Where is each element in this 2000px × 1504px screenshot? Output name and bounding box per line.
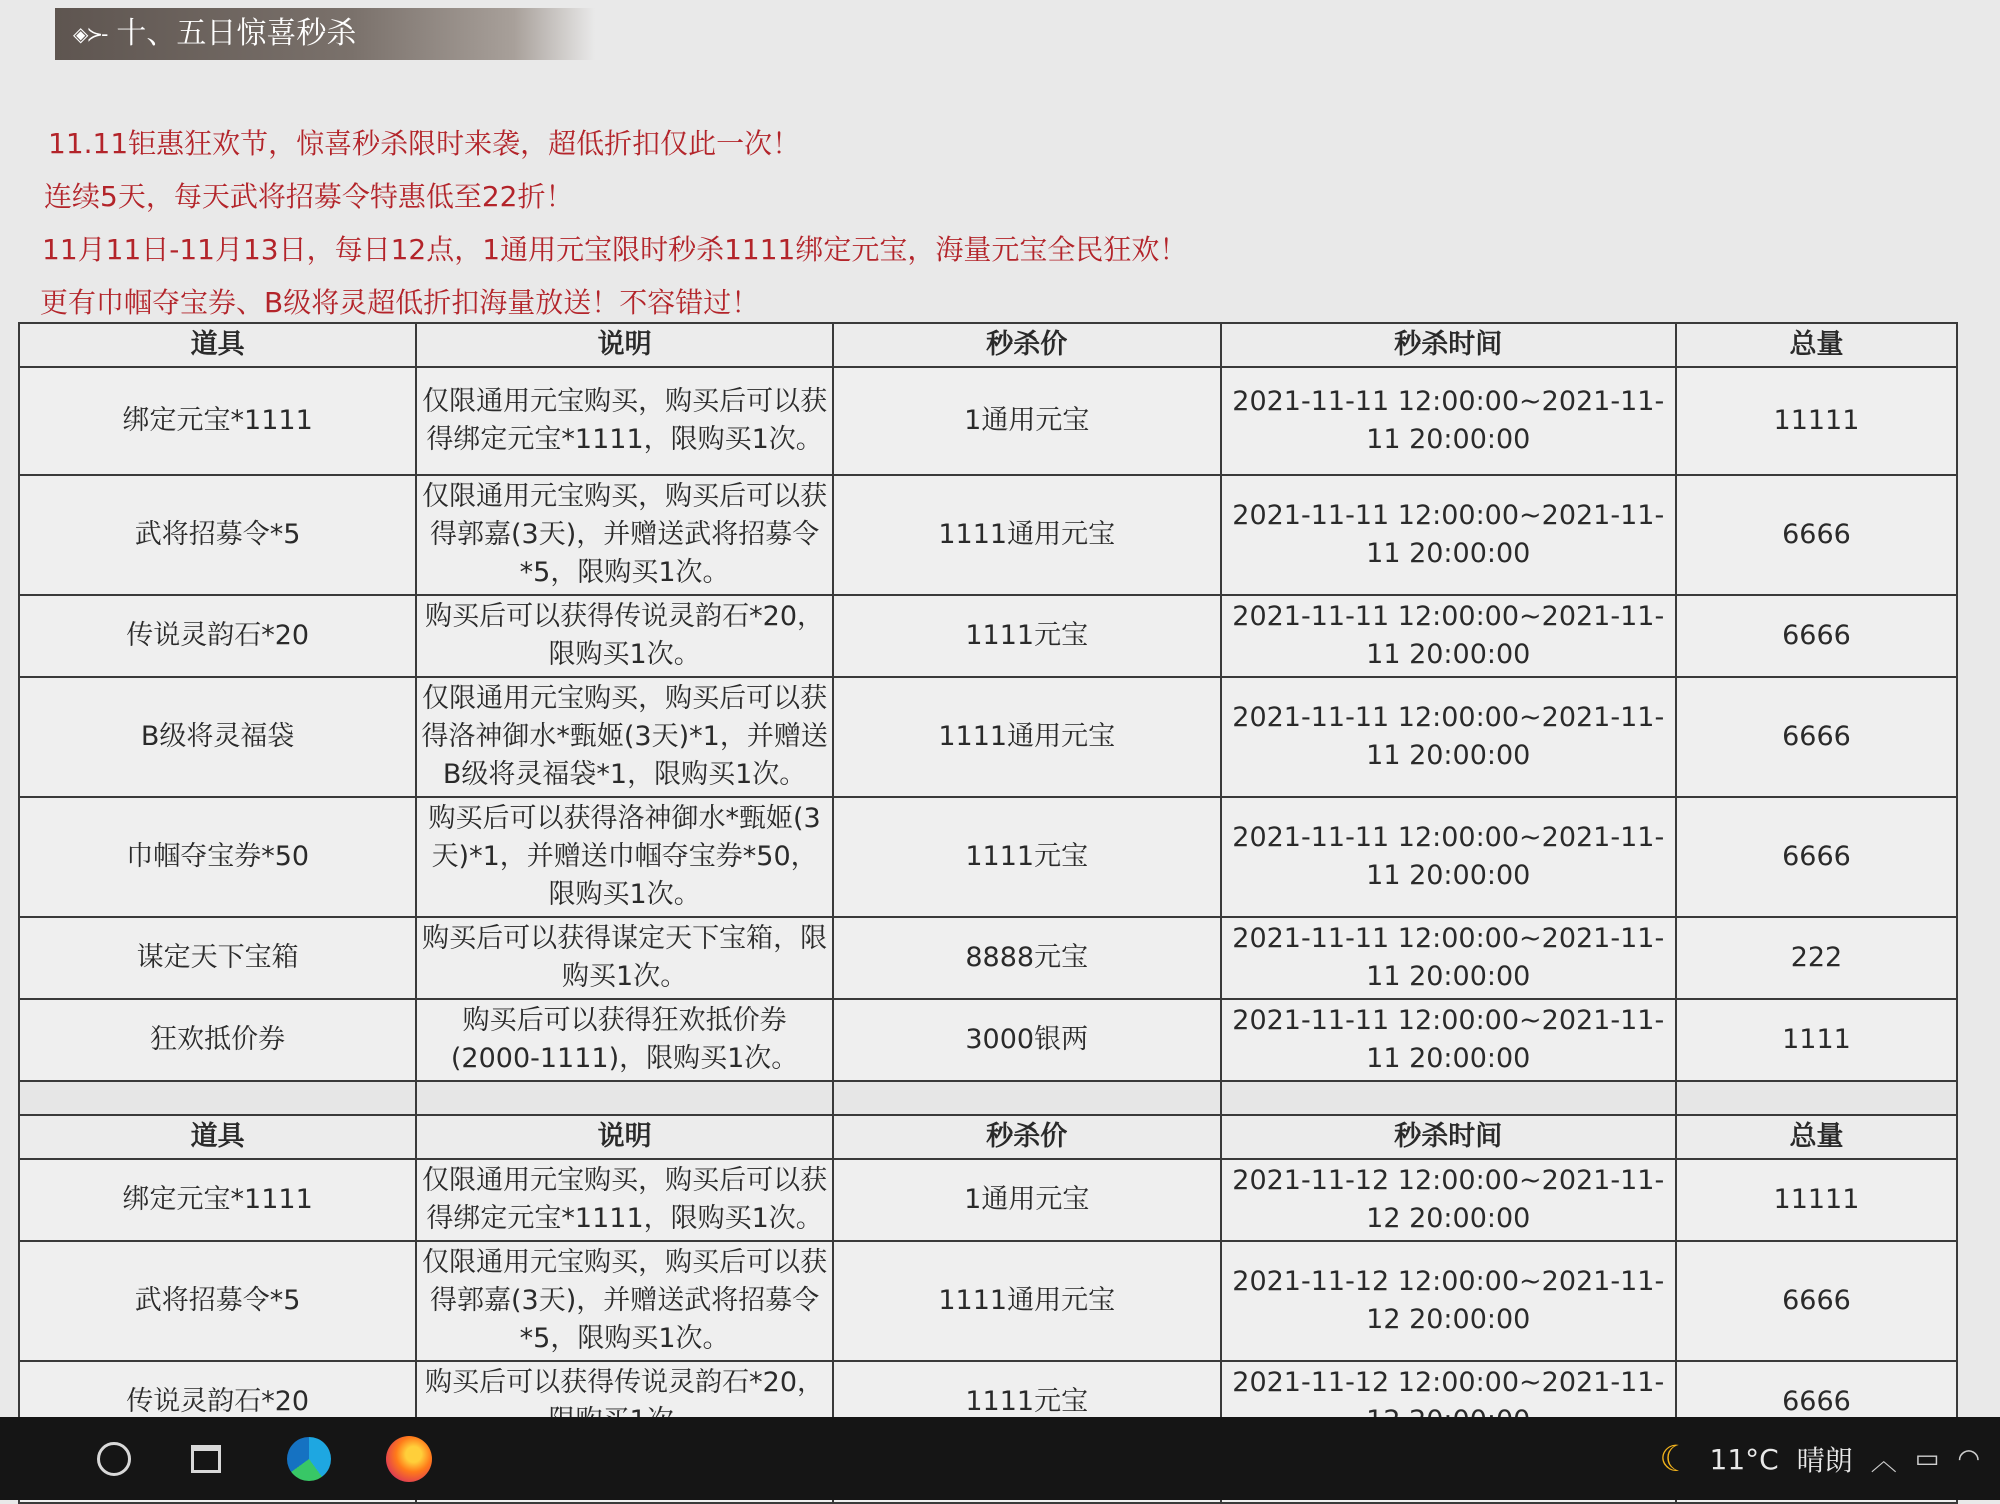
column-header: 道具 [19, 323, 416, 367]
table-row [19, 367, 1957, 475]
cell-desc: 购买后可以获得传说灵韵石*20， [416, 1361, 833, 1443]
spacer-cell [19, 1081, 416, 1115]
cell-item: 传说灵韵石*20 [19, 595, 416, 677]
cell-desc: 仅限通用元宝购买，购买后可以获得洛神御水*甄姬(3天)*1，并赠送B级将灵福袋*1，限购买1次。 [416, 677, 833, 797]
cell-time: 2021-11-12 12:00:00~2021-11-12 20:00:00 [1221, 1159, 1676, 1241]
section-banner [55, 8, 595, 60]
cell-price: 3000银两 [833, 999, 1221, 1081]
cell-item: 武将招募令*5 [19, 475, 416, 595]
spacer-cell [1676, 1081, 1957, 1115]
table-header-row [19, 323, 1957, 367]
column-header: 秒杀价 [833, 323, 1221, 367]
firefox-icon[interactable] [385, 1435, 433, 1483]
cell-price: 1111元宝 [833, 595, 1221, 677]
cell-time: 2021-11-11 12:00:00~2021-11-11 20:00:00 [1221, 595, 1676, 677]
cell-time: 2021-11-11 12:00:00~2021-11-11 20:00:00 [1221, 999, 1676, 1081]
flash-sale-table-container[interactable] [18, 322, 1958, 1417]
cell-item: 武将招募令*5 [19, 1241, 416, 1361]
cell-total: 6666 [1676, 677, 1957, 797]
cell-total: 6666 [1676, 475, 1957, 595]
cell-time: 2021-11-11 12:00:00~2021-11-11 20:00:00 [1221, 677, 1676, 797]
cell-time: 2021-11-11 12:00:00~2021-11-11 20:00:00 [1221, 917, 1676, 999]
table-spacer-row [19, 1081, 1957, 1115]
cell-item: 绑定元宝*1111 [19, 367, 416, 475]
cell-item: 传说灵韵石*20 [19, 1361, 416, 1443]
system-tray [1659, 1435, 1980, 1483]
task-view-icon[interactable] [182, 1435, 230, 1483]
spacer-cell [833, 1081, 1221, 1115]
cell-total: 1111 [1676, 999, 1957, 1081]
cell-desc: 仅限通用元宝购买，购买后可以获得绑定元宝*1111，限购买1次。 [416, 1159, 833, 1241]
cell-desc: 购买后可以获得洛神御水*甄姬(3天)*1，并赠送巾帼夺宝券*50，限购买1次。 [416, 797, 833, 917]
table-row [19, 1241, 1957, 1361]
cell-item: B级将灵福袋 [19, 677, 416, 797]
cell-desc: 购买后可以获得谋定天下宝箱，限购买1次。 [416, 917, 833, 999]
notice-line: 更有巾帼夺宝券、B级将灵超低折扣海量放送！不容错过！ [40, 286, 760, 319]
section-title: 十、五日惊喜秒杀 [116, 16, 357, 51]
cell-price: 1通用元宝 [833, 367, 1221, 475]
cell-desc: 仅限通用元宝购买，购买后可以获得郭嘉(3天)，并赠送武将招募令*5，限购买1次。 [416, 475, 833, 595]
cell-price: 1通用元宝 [833, 1159, 1221, 1241]
weather-text[interactable]: 晴朗 [1796, 1444, 1853, 1477]
table-row [19, 797, 1957, 917]
cell-item: 巾帼夺宝券*50 [19, 797, 416, 917]
cell-price: 1111元宝 [833, 1361, 1221, 1443]
column-header: 总量 [1676, 1115, 1957, 1159]
cell-total: 222 [1676, 917, 1957, 999]
weather-temp[interactable]: 11°C [1709, 1442, 1779, 1476]
table-row [19, 595, 1957, 677]
cell-price: 1111通用元宝 [833, 1241, 1221, 1361]
wifi-icon[interactable]: ◠ [1957, 1444, 1980, 1474]
cell-time: 2021-11-11 12:00:00~2021-11-11 20:00:00 [1221, 475, 1676, 595]
cell-desc: 仅限通用元宝购买，购买后可以获得郭嘉(3天)，并赠送武将招募令*5，限购买1次。 [416, 1241, 833, 1361]
column-header: 道具 [19, 1115, 416, 1159]
table-row [19, 475, 1957, 595]
cell-price: 1111通用元宝 [833, 677, 1221, 797]
cell-total: 11111 [1676, 1159, 1957, 1241]
cell-price: 1111通用元宝 [833, 475, 1221, 595]
moon-icon: ☾ [1659, 1438, 1692, 1480]
notice-line: 11.11钜惠狂欢节，惊喜秒杀限时来袭，超低折扣仅此一次！ [48, 127, 801, 160]
edge-icon[interactable] [285, 1435, 333, 1483]
notice-line: 连续5天，每天武将招募令特惠低至22折！ [44, 180, 574, 213]
cell-total: 11111 [1676, 367, 1957, 475]
table-row [19, 677, 1957, 797]
battery-icon[interactable]: ▭ [1914, 1444, 1940, 1474]
table-row [19, 917, 1957, 999]
cell-time: 2021-11-11 12:00:00~2021-11-11 20:00:00 [1221, 797, 1676, 917]
cell-desc: 购买后可以获得狂欢抵价券(2000-1111)，限购买1次。 [416, 999, 833, 1081]
ornament-icon: ◈≻- [73, 22, 107, 46]
cell-total: 6666 [1676, 797, 1957, 917]
cell-total: 6666 [1676, 1241, 1957, 1361]
cell-total: 6666 [1676, 1361, 1957, 1443]
taskbar [0, 1417, 2000, 1500]
cell-desc: 购买后可以获得传说灵韵石*20，限购买1次。 [416, 595, 833, 677]
cell-total: 6666 [1676, 595, 1957, 677]
column-header: 说明 [416, 323, 833, 367]
cell-time: 2021-11-12 12:00:00~2021-11- [1221, 1361, 1676, 1443]
cell-desc: 仅限通用元宝购买，购买后可以获得绑定元宝*1111，限购买1次。 [416, 367, 833, 475]
table-row [19, 999, 1957, 1081]
cell-item: 狂欢抵价券 [19, 999, 416, 1081]
cell-item: 谋定天下宝箱 [19, 917, 416, 999]
cell-price: 8888元宝 [833, 917, 1221, 999]
spacer-cell [1221, 1081, 1676, 1115]
flash-sale-table [18, 322, 1958, 1504]
column-header: 总量 [1676, 323, 1957, 367]
cell-time: 2021-11-11 12:00:00~2021-11-11 20:00:00 [1221, 367, 1676, 475]
column-header: 秒杀时间 [1221, 323, 1676, 367]
cell-price: 1111元宝 [833, 797, 1221, 917]
column-header: 秒杀时间 [1221, 1115, 1676, 1159]
cell-time: 2021-11-12 12:00:00~2021-11-12 20:00:00 [1221, 1241, 1676, 1361]
notice-line: 11月11日-11月13日，每日12点，1通用元宝限时秒杀1111绑定元宝，海量元宝全民狂欢！ [42, 233, 1188, 266]
table-row [19, 1159, 1957, 1241]
cell-item: 绑定元宝*1111 [19, 1159, 416, 1241]
column-header: 秒杀价 [833, 1115, 1221, 1159]
spacer-cell [416, 1081, 833, 1115]
column-header: 说明 [416, 1115, 833, 1159]
chevron-up-icon[interactable]: ︿ [1870, 1446, 1897, 1477]
table-header-row [19, 1115, 1957, 1159]
search-icon[interactable] [90, 1435, 138, 1483]
